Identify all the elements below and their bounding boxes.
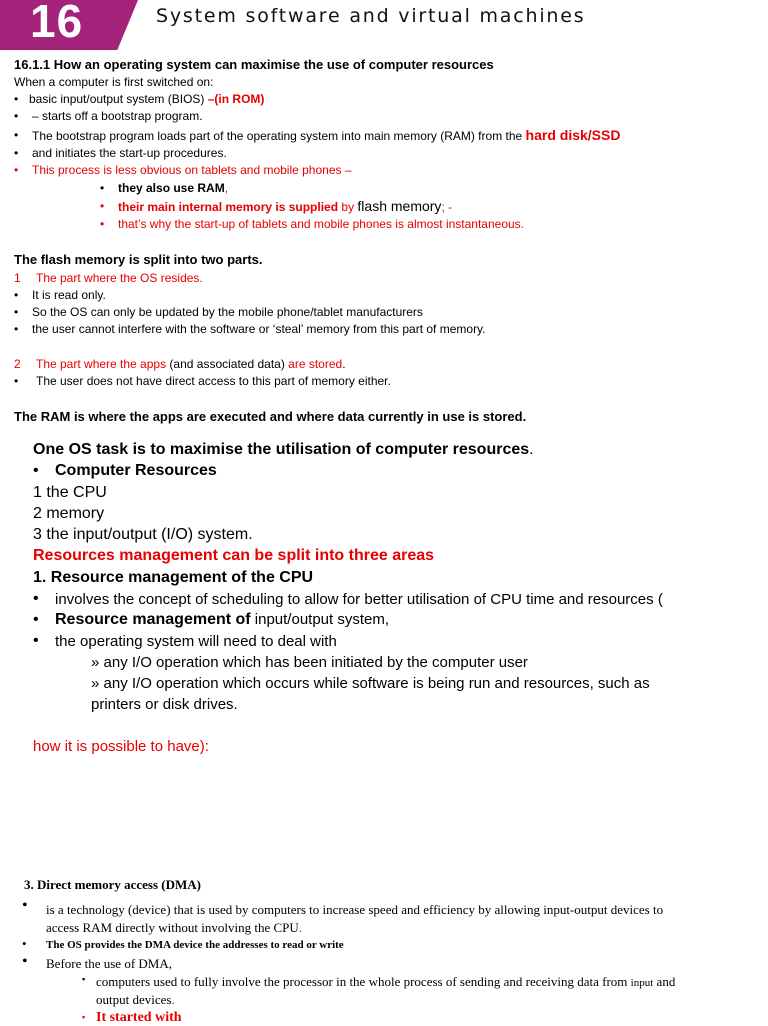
hard-disk-note: hard disk/SSD	[525, 127, 621, 143]
section-heading: 16.1.1 How an operating system can maximise the use of computer resources	[14, 57, 494, 72]
part-number: 2	[14, 357, 21, 371]
steal-line: the user cannot interfere with the software or ‘steal’ memory from this part of memory.	[32, 322, 486, 336]
io-user-line: » any I/O operation which has been initiated by the computer user	[91, 654, 528, 671]
os-task-line	[33, 441, 534, 459]
bootstrap-load-line	[32, 127, 620, 143]
dma-ram-text: access RAM directly without involving the CPU	[46, 920, 299, 935]
bios-rom-note: –(in ROM)	[207, 92, 265, 106]
how-possible-line: how it is possible to have):	[33, 738, 209, 755]
io-printers-line: printers or disk drives.	[91, 696, 238, 713]
bios-text: basic input/output system (BIOS)	[29, 92, 208, 106]
before-dma-line: Before the use of DMA,	[46, 956, 172, 971]
input-word: input	[630, 977, 654, 989]
bullet-dot: •	[14, 92, 19, 106]
io-management-text: input/output system,	[250, 611, 390, 628]
part-apps-line	[36, 357, 346, 371]
processor-involve-text: computers used to fully involve the processor in the whole process of sending and receiving data from	[96, 974, 631, 989]
bullet-dot: •	[33, 611, 39, 628]
resource-cpu: 1 the CPU	[33, 484, 107, 501]
bullet-dot: •	[14, 322, 19, 336]
part-apps-stored: are stored	[288, 357, 343, 371]
intro-text: When a computer is first switched on:	[14, 75, 214, 89]
dma-definition-line-2	[46, 920, 302, 936]
bullet-dot: •	[22, 897, 28, 914]
chapter-title: System software and virtual machines	[156, 5, 586, 27]
flash-sub-tail: ; -	[441, 200, 453, 214]
bullet-dot: •	[33, 590, 39, 607]
dma-heading: 3. Direct memory access (DMA)	[24, 877, 201, 892]
output-devices-line	[96, 992, 175, 1008]
dma-definition-line: is a technology (device) that is used by computers to increase speed and efficiency by allowing input-output devices to	[46, 902, 664, 917]
part-apps-dot: .	[342, 357, 346, 371]
io-software-line: » any I/O operation which occurs while software is being run and resources, such as	[91, 675, 650, 692]
bullet-dot: •	[33, 462, 39, 479]
flash-memory-term: flash memory	[357, 198, 442, 214]
os-task-dot: .	[529, 441, 534, 458]
chapter-number: 16	[30, 0, 84, 47]
bullet-dot: •	[14, 128, 19, 142]
flash-sub-red: their main internal memory is supplied	[118, 200, 339, 214]
startup-line: and initiates the start-up procedures.	[32, 146, 227, 160]
three-areas-heading: Resources management can be split into three areas	[33, 547, 435, 564]
started-with-line: It started with	[96, 1010, 182, 1025]
flash-heading: The flash memory is split into two parts.	[14, 252, 263, 267]
tablets-line: This process is less obvious on tablets and mobile phones –	[32, 163, 352, 177]
instant-sub-line: that’s why the start-up of tablets and mobile phones is almost instantaneous.	[118, 217, 525, 231]
bullet-square: ▪	[82, 1012, 86, 1022]
and-word: and	[653, 974, 676, 989]
flash-sub-line	[118, 198, 452, 214]
output-devices-dot: .	[171, 992, 175, 1007]
processor-involve-line	[96, 974, 675, 990]
ram-sub-line	[118, 181, 228, 195]
output-devices-text: output devices	[96, 992, 172, 1007]
bullet-dot: •	[22, 953, 28, 970]
part-os-text: The part where the OS resides.	[36, 271, 203, 285]
resource-io: 3 the input/output (I/O) system.	[33, 526, 253, 543]
bullet-dot: •	[100, 199, 105, 213]
part-apps-data: (and associated data)	[166, 357, 289, 371]
ram-sub-comma: ,	[224, 181, 229, 195]
bullet-dot: •	[14, 146, 19, 160]
scheduling-line: involves the concept of scheduling to allow for better utilisation of CPU time and resources (	[55, 591, 663, 608]
bullet-dot: •	[33, 632, 39, 649]
os-deal-line: the operating system will need to deal with	[55, 633, 337, 650]
part-apps-red: The part where the apps	[36, 357, 167, 371]
bootstrap-load-text: The bootstrap program loads part of the operating system into main memory (RAM) from the	[32, 129, 526, 143]
ram-sub-text: they also use RAM	[118, 181, 225, 195]
bullet-dot: •	[22, 936, 27, 951]
cpu-management-heading: 1. Resource management of the CPU	[33, 569, 314, 586]
bios-line	[29, 92, 264, 106]
os-task-text: One OS task is to maximise the utilisation of computer resources	[33, 441, 530, 458]
ram-statement: The RAM is where the apps are executed and where data currently in use is stored.	[14, 409, 527, 424]
bullet-dot: •	[14, 288, 19, 302]
dma-addresses-line: The OS provides the DMA device the addresses to read or write	[46, 939, 344, 951]
part-number: 1	[14, 271, 21, 285]
bullet-dot: •	[14, 305, 19, 319]
io-management-line	[55, 611, 389, 629]
bullet-dot: •	[14, 109, 19, 123]
flash-sub-by: by	[338, 200, 358, 214]
bullet-dot: •	[14, 374, 19, 388]
bullet-dot: •	[100, 181, 105, 195]
read-only-line: It is read only.	[32, 288, 106, 302]
updated-line: So the OS can only be updated by the mobile phone/tablet manufacturers	[32, 305, 423, 319]
io-management-bold: Resource management of	[55, 611, 251, 628]
bullet-dot: •	[14, 163, 19, 177]
no-access-line: The user does not have direct access to this part of memory either.	[36, 374, 391, 388]
bullet-dot: •	[100, 217, 105, 231]
dma-ram-dot: .	[298, 920, 303, 935]
resource-memory: 2 memory	[33, 505, 105, 522]
bullet-square: ▪	[82, 974, 86, 984]
computer-resources-label: Computer Resources	[55, 462, 217, 479]
bootstrap-start-line: – starts off a bootstrap program.	[32, 109, 203, 123]
